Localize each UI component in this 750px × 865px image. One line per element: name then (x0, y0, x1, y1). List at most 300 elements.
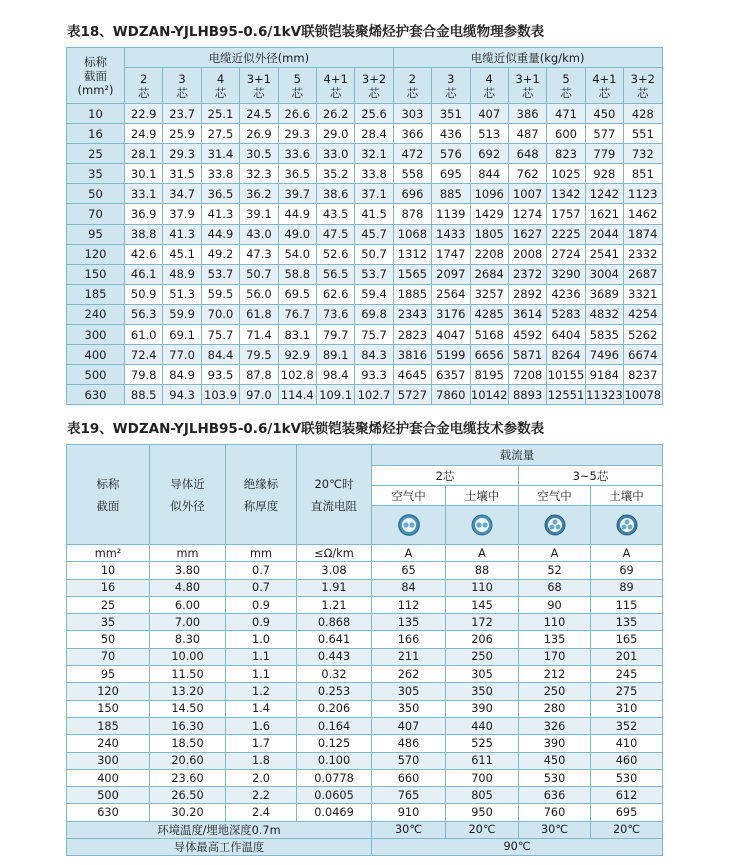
table-cell: 407 (470, 104, 508, 124)
table-cell: 4236 (547, 284, 585, 304)
table-cell: 79.5 (240, 345, 278, 365)
max-temp-label: 导体最高工作温度 (67, 838, 372, 855)
table-cell: 0.7 (226, 579, 297, 596)
table-cell: 53.7 (355, 264, 393, 284)
table-cell: 29.0 (316, 124, 354, 144)
table-cell: 240 (67, 735, 150, 752)
table-cell: 1805 (470, 224, 508, 244)
table-cell: 16 (67, 124, 125, 144)
unit-cell: A (519, 545, 591, 562)
table-cell: 51.3 (163, 284, 201, 304)
table-row (67, 614, 663, 631)
wt-core-header: 3 芯 (432, 68, 470, 104)
table-cell: 692 (470, 144, 508, 164)
table-cell: 30.20 (150, 804, 226, 821)
table-cell: 31.5 (163, 164, 201, 184)
table-cell: 114.4 (278, 385, 316, 405)
table-cell: 823 (547, 144, 585, 164)
table-cell: 576 (432, 144, 470, 164)
table-cell: 1139 (432, 204, 470, 224)
table-cell: 25 (67, 144, 125, 164)
diameter-group-header: 电缆近似外径(mm) (125, 48, 394, 68)
table-cell: 110 (446, 579, 519, 596)
table-cell: 4285 (470, 304, 508, 324)
air-header-2core: 空气中 (372, 486, 446, 506)
table-row (67, 244, 663, 264)
table-cell: 165 (591, 631, 663, 648)
table-cell: 0.9 (226, 596, 297, 613)
unit-cell: mm (226, 545, 297, 562)
table-cell: 2564 (432, 284, 470, 304)
table-cell: 44.9 (201, 224, 239, 244)
table-cell: 245 (591, 666, 663, 683)
section-header: 标称 截面 (67, 445, 150, 545)
soil-header-3core: 土壤中 (591, 486, 663, 506)
table-cell: 0.0469 (297, 804, 372, 821)
table-cell: 22.9 (125, 104, 163, 124)
table-cell: 878 (393, 204, 431, 224)
table-cell: 112 (372, 596, 446, 613)
table-cell: 2541 (585, 244, 623, 264)
table-cell: 30.1 (125, 164, 163, 184)
table-cell: 487 (508, 124, 546, 144)
table-cell: 35 (67, 614, 150, 631)
table-cell: 88.5 (125, 385, 163, 405)
table-cell: 37.9 (163, 204, 201, 224)
table-cell: 103.9 (201, 385, 239, 405)
table-row (67, 164, 663, 184)
table-row (67, 124, 663, 144)
table-cell: 1429 (470, 204, 508, 224)
table-cell: 35.2 (316, 164, 354, 184)
table-cell: 5283 (547, 304, 585, 324)
corner-header: 标称 截面 (mm²) (67, 48, 125, 104)
unit-cell: mm² (67, 545, 150, 562)
table-cell: 0.7 (226, 562, 297, 579)
table-row (67, 596, 663, 613)
table-cell: 42.6 (125, 244, 163, 264)
table-cell: 71.4 (240, 325, 278, 345)
table-cell: 0.125 (297, 735, 372, 752)
table-cell: 50.7 (240, 264, 278, 284)
table-cell: 33.1 (125, 184, 163, 204)
table-cell: 39.1 (240, 204, 278, 224)
table-cell: 29.3 (278, 124, 316, 144)
table-cell: 1621 (585, 204, 623, 224)
table-cell: 577 (585, 124, 623, 144)
wt-core-header: 2 芯 (393, 68, 431, 104)
unit-cell: A (372, 545, 446, 562)
table-cell: 400 (67, 345, 125, 365)
table-cell: 2892 (508, 284, 546, 304)
table-cell: 28.4 (355, 124, 393, 144)
table-cell: 1565 (393, 264, 431, 284)
unit-cell: mm (150, 545, 226, 562)
table-cell: 305 (446, 666, 519, 683)
table-cell: 52.6 (316, 244, 354, 264)
table-cell: 1096 (470, 184, 508, 204)
table-cell: 135 (591, 614, 663, 631)
wt-core-header: 4+1 芯 (585, 68, 623, 104)
table-cell: 3816 (393, 345, 431, 365)
dia-core-header: 3+2 芯 (355, 68, 393, 104)
dia-core-header: 4+1 芯 (316, 68, 354, 104)
table-cell: 10155 (547, 365, 585, 385)
table-cell: 844 (470, 164, 508, 184)
table-cell: 275 (591, 683, 663, 700)
table-row (67, 631, 663, 648)
table-cell: 11323 (585, 385, 623, 405)
table-cell: 52 (519, 562, 591, 579)
table-cell: 38.8 (125, 224, 163, 244)
table-cell: 2823 (393, 325, 431, 345)
table-cell: 3.08 (297, 562, 372, 579)
table-cell: 84.9 (163, 365, 201, 385)
table-cell: 611 (446, 752, 519, 769)
table-cell: 26.6 (278, 104, 316, 124)
table-cell: 351 (432, 104, 470, 124)
environment-value: 20℃ (591, 821, 663, 838)
table-row (67, 224, 663, 244)
table-cell: 1885 (393, 284, 431, 304)
table-row (67, 204, 663, 224)
table-cell: 400 (67, 769, 150, 786)
table-cell: 2332 (624, 244, 662, 264)
table-cell: 350 (372, 700, 446, 717)
table-row (67, 562, 663, 579)
dia-core-header: 3 芯 (163, 68, 201, 104)
table-row (67, 144, 663, 164)
table-cell: 4832 (585, 304, 623, 324)
table-cell: 36.2 (240, 184, 278, 204)
table-row (67, 787, 663, 804)
table-cell: 0.100 (297, 752, 372, 769)
table-cell: 0.0778 (297, 769, 372, 786)
table-cell: 310 (591, 700, 663, 717)
max-temp-value: 90℃ (372, 838, 663, 855)
table-cell: 1123 (624, 184, 662, 204)
table-cell: 11.50 (150, 666, 226, 683)
table-cell: 1433 (432, 224, 470, 244)
environment-value: 30℃ (372, 821, 446, 838)
table-cell: 44.9 (278, 204, 316, 224)
table-cell: 2044 (585, 224, 623, 244)
table-cell: 386 (508, 104, 546, 124)
table-cell: 31.4 (201, 144, 239, 164)
table-cell: 58.8 (278, 264, 316, 284)
table-cell: 10142 (470, 385, 508, 405)
table-cell: 700 (446, 769, 519, 786)
table-cell: 150 (67, 264, 125, 284)
table-cell: 79.7 (316, 325, 354, 345)
table-cell: 8237 (624, 365, 662, 385)
table-cell: 39.7 (278, 184, 316, 204)
table-cell: 4047 (432, 325, 470, 345)
table-cell: 16 (67, 579, 150, 596)
table-cell: 61.0 (125, 325, 163, 345)
table-cell: 61.8 (240, 304, 278, 324)
table-cell: 303 (393, 104, 431, 124)
table-cell: 0.164 (297, 717, 372, 734)
table-cell: 41.5 (355, 204, 393, 224)
dia-core-header: 2 芯 (125, 68, 163, 104)
table-cell: 89.1 (316, 345, 354, 365)
table-cell: 630 (67, 385, 125, 405)
cable-three-core-air-icon (519, 506, 591, 545)
table-cell: 48.9 (163, 264, 201, 284)
table-cell: 13.20 (150, 683, 226, 700)
table-cell: 34.7 (163, 184, 201, 204)
table-cell: 2225 (547, 224, 585, 244)
max-temp-row (67, 838, 663, 855)
table-row (67, 345, 663, 365)
table-cell: 77.0 (163, 345, 201, 365)
table-cell: 648 (508, 144, 546, 164)
table-cell: 70.0 (201, 304, 239, 324)
table-row (67, 735, 663, 752)
table-row (67, 104, 663, 124)
table-cell: 32.1 (355, 144, 393, 164)
table-cell: 185 (67, 717, 150, 734)
table-cell: 250 (519, 683, 591, 700)
table-cell: 2372 (508, 264, 546, 284)
table-cell: 928 (585, 164, 623, 184)
table-cell: 1.1 (226, 666, 297, 683)
table-cell: 28.1 (125, 144, 163, 164)
table-row (67, 717, 663, 734)
table-cell: 695 (432, 164, 470, 184)
table-cell: 2724 (547, 244, 585, 264)
table-cell: 570 (372, 752, 446, 769)
dia-core-header: 3+1 芯 (240, 68, 278, 104)
unit-cell: A (446, 545, 519, 562)
table-cell: 70 (67, 204, 125, 224)
table-cell: 25.9 (163, 124, 201, 144)
table-cell: 436 (432, 124, 470, 144)
table-row (67, 184, 663, 204)
table-cell: 54.0 (278, 244, 316, 264)
table-cell: 29.3 (163, 144, 201, 164)
table-cell: 56.0 (240, 284, 278, 304)
table-cell: 33.6 (278, 144, 316, 164)
table-cell: 12551 (547, 385, 585, 405)
table-cell: 10 (67, 562, 150, 579)
air-header-3core: 空气中 (519, 486, 591, 506)
table-cell: 8195 (470, 365, 508, 385)
table-cell: 47.3 (240, 244, 278, 264)
table-cell: 1.1 (226, 648, 297, 665)
table-cell: 75.7 (355, 325, 393, 345)
table-row (67, 304, 663, 324)
table-cell: 93.3 (355, 365, 393, 385)
table-cell: 450 (585, 104, 623, 124)
table-cell: 390 (446, 700, 519, 717)
table-row (67, 683, 663, 700)
technical-params-table (66, 444, 663, 856)
cable-two-core-soil-icon (446, 506, 519, 545)
dia-core-header: 5 芯 (278, 68, 316, 104)
table-cell: 68 (519, 579, 591, 596)
table-cell: 88 (446, 562, 519, 579)
table-cell: 760 (519, 804, 591, 821)
table-cell: 84.4 (201, 345, 239, 365)
table-cell: 1.7 (226, 735, 297, 752)
table-cell: 59.9 (163, 304, 201, 324)
table-cell: 2008 (508, 244, 546, 264)
table-row (67, 648, 663, 665)
table-cell: 69.8 (355, 304, 393, 324)
physical-params-table (66, 47, 663, 405)
table-cell: 2.2 (226, 787, 297, 804)
three-five-core-header: 3~5芯 (519, 466, 663, 486)
table-cell: 1.2 (226, 683, 297, 700)
table-cell: 732 (624, 144, 662, 164)
table-cell: 0.868 (297, 614, 372, 631)
table-cell: 120 (67, 244, 125, 264)
table-cell: 240 (67, 304, 125, 324)
table-cell: 1.8 (226, 752, 297, 769)
table-cell: 72.4 (125, 345, 163, 365)
resistance-header: 20℃时 直流电阻 (297, 445, 372, 545)
table-cell: 5199 (432, 345, 470, 365)
table-cell: 62.6 (316, 284, 354, 304)
table-row (67, 752, 663, 769)
table-cell: 102.8 (278, 365, 316, 385)
table-cell: 0.641 (297, 631, 372, 648)
table-cell: 6357 (432, 365, 470, 385)
table-cell: 69.1 (163, 325, 201, 345)
table-cell: 352 (591, 717, 663, 734)
table-cell: 5262 (624, 325, 662, 345)
table-cell: 558 (393, 164, 431, 184)
table-cell: 36.9 (125, 204, 163, 224)
table-cell: 30.5 (240, 144, 278, 164)
table-cell: 69 (591, 562, 663, 579)
table-cell: 33.0 (316, 144, 354, 164)
table-cell: 25.6 (355, 104, 393, 124)
table-cell: 300 (67, 325, 125, 345)
table-cell: 87.8 (240, 365, 278, 385)
table-cell: 1627 (508, 224, 546, 244)
dia-core-header: 4 芯 (201, 68, 239, 104)
table-cell: 50 (67, 184, 125, 204)
table-cell: 97.0 (240, 385, 278, 405)
table-cell: 83.1 (278, 325, 316, 345)
table-cell: 3004 (585, 264, 623, 284)
wt-core-header: 5 芯 (547, 68, 585, 104)
table-cell: 551 (624, 124, 662, 144)
table-cell: 500 (67, 365, 125, 385)
table-cell: 36.5 (278, 164, 316, 184)
table-cell: 805 (446, 787, 519, 804)
table-cell: 1007 (508, 184, 546, 204)
table-cell: 428 (624, 104, 662, 124)
table-cell: 65 (372, 562, 446, 579)
table-cell: 59.5 (201, 284, 239, 304)
table-row (67, 579, 663, 596)
table-row (67, 385, 663, 405)
wt-core-header: 3+1 芯 (508, 68, 546, 104)
table-cell: 280 (519, 700, 591, 717)
table-cell: 95 (67, 224, 125, 244)
table-cell: 212 (519, 666, 591, 683)
table-cell: 10078 (624, 385, 662, 405)
table-row (67, 769, 663, 786)
table-cell: 2343 (393, 304, 431, 324)
table-cell: 102.7 (355, 385, 393, 405)
table-cell: 98.4 (316, 365, 354, 385)
table-cell: 1757 (547, 204, 585, 224)
table-cell: 0.9 (226, 614, 297, 631)
table-cell: 0.0605 (297, 787, 372, 804)
environment-row (67, 821, 663, 838)
table-cell: 50.9 (125, 284, 163, 304)
insulation-header: 绝缘标 称厚度 (226, 445, 297, 545)
table-cell: 37.1 (355, 184, 393, 204)
table-cell: 135 (372, 614, 446, 631)
table-cell: 1462 (624, 204, 662, 224)
weight-group-header: 电缆近似重量(kg/km) (393, 48, 662, 68)
table-cell: 33.8 (355, 164, 393, 184)
table-cell: 2684 (470, 264, 508, 284)
table-cell: 8893 (508, 385, 546, 405)
table-cell: 70 (67, 648, 150, 665)
table-cell: 390 (519, 735, 591, 752)
table-cell: 16.30 (150, 717, 226, 734)
table-cell: 84.3 (355, 345, 393, 365)
table-cell: 450 (519, 752, 591, 769)
table-cell: 3.80 (150, 562, 226, 579)
table-cell: 7860 (432, 385, 470, 405)
table-cell: 250 (446, 648, 519, 665)
table-cell: 150 (67, 700, 150, 717)
soil-header-2core: 土壤中 (446, 486, 519, 506)
table-cell: 779 (585, 144, 623, 164)
table-cell: 36.5 (201, 184, 239, 204)
table-cell: 24.9 (125, 124, 163, 144)
table-cell: 93.5 (201, 365, 239, 385)
table-cell: 1.6 (226, 717, 297, 734)
table-cell: 3321 (624, 284, 662, 304)
table-cell: 612 (591, 787, 663, 804)
table-cell: 460 (591, 752, 663, 769)
table-cell: 84 (372, 579, 446, 596)
table-cell: 1025 (547, 164, 585, 184)
table-cell: 23.7 (163, 104, 201, 124)
table-cell: 6674 (624, 345, 662, 365)
table-cell: 50.7 (355, 244, 393, 264)
table-cell: 35 (67, 164, 125, 184)
table-cell: 1.21 (297, 596, 372, 613)
table-cell: 513 (470, 124, 508, 144)
table-cell: 2.4 (226, 804, 297, 821)
table-cell: 300 (67, 752, 150, 769)
table-cell: 20.60 (150, 752, 226, 769)
table-cell: 26.9 (240, 124, 278, 144)
table-cell: 2097 (432, 264, 470, 284)
table-row (67, 804, 663, 821)
table-cell: 3614 (508, 304, 546, 324)
current-capacity-header: 载流量 (372, 445, 663, 466)
table-cell: 170 (519, 648, 591, 665)
table-cell: 410 (591, 735, 663, 752)
table-cell: 407 (372, 717, 446, 734)
table-cell: 2687 (624, 264, 662, 284)
table-cell: 120 (67, 683, 150, 700)
unit-cell: ≤Ω/km (297, 545, 372, 562)
table-cell: 166 (372, 631, 446, 648)
table-cell: 53.7 (201, 264, 239, 284)
